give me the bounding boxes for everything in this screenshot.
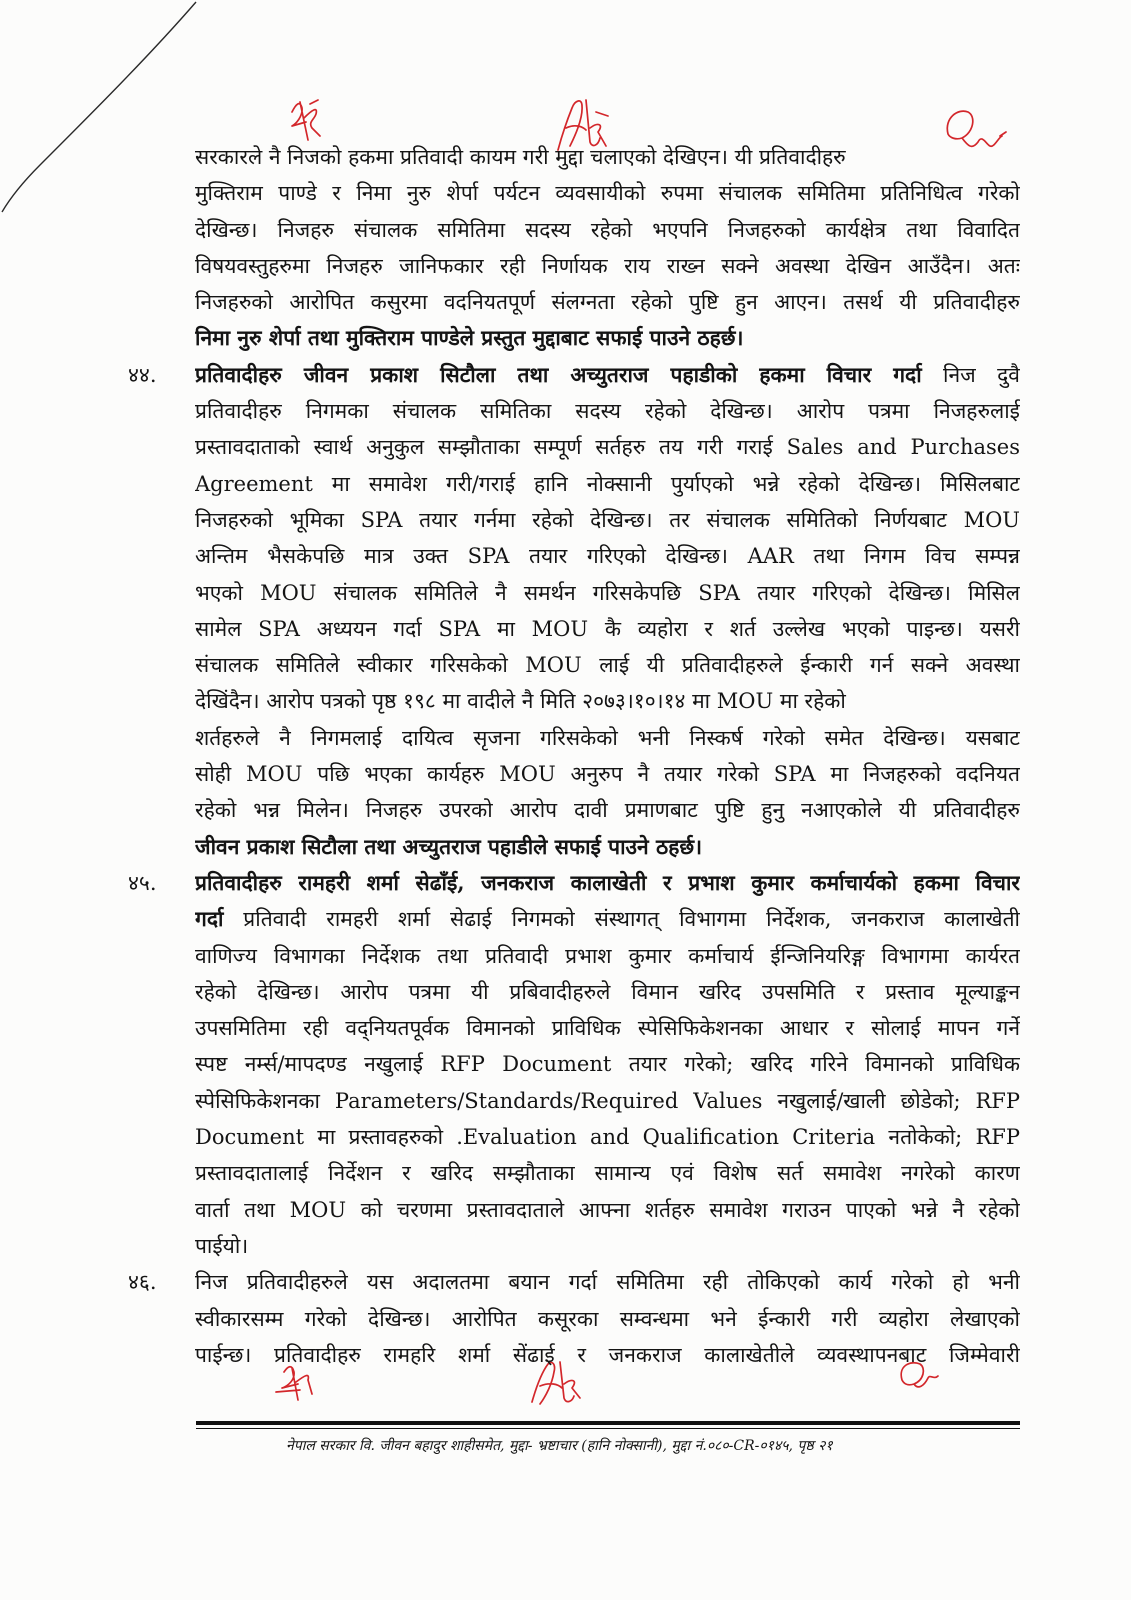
text-line bbox=[195, 792, 1020, 828]
text-segment: वाणिज्य विभागका निर्देशक तथा प्रतिवादी प्रभाश कुमार कर्माचार्य ईन्जिनियरिङ्ग विभागमा कार्यरत bbox=[195, 943, 1020, 968]
text-segment: उपसमितिमा रही वद्नियतपूर्वक विमानको प्राविधिक स्पेसिफिकेशनका आधार र सोलाई मापन गर्ने bbox=[195, 1016, 1020, 1041]
text-line bbox=[195, 829, 1020, 865]
text-segment: अन्तिम भैसकेपछि मात्र उक्त SPA तयार गरिएको देखिन्छ। AAR तथा निगम विच सम्पन्न bbox=[195, 544, 1020, 569]
footer-rule-thick bbox=[196, 1421, 1020, 1425]
text-line bbox=[195, 683, 1020, 719]
text-segment: देखिंदैन। आरोप पत्रको पृष्ठ १९८ मा वादीले नै मिति २०७३।१०।१४ मा MOU मा रहेको bbox=[195, 689, 846, 714]
text-segment: निज दुवै bbox=[921, 362, 1020, 387]
paragraph bbox=[128, 865, 1020, 1264]
paragraph-number: ४५. bbox=[128, 870, 157, 895]
text-segment: प्रतिवादी रामहरी शर्मा सेढाई निगमको संस्थागत् विभागमा निर्देशक, जनकराज कालाखेती bbox=[223, 907, 1020, 932]
text-segment: सरकारले नै निजको हकमा प्रतिवादी कायम गरी मुद्दा चलाएको देखिएन। यी प्रतिवादीहरु bbox=[195, 145, 846, 169]
page-footer: नेपाल सरकार वि. जीवन बहादुर शाहीसमेत, मुद्दा- भ्रष्टाचार (हानि नोक्सानी), मुद्दा नं.०८०-CR-०१४५, पृष्ठ २१ bbox=[286, 1438, 833, 1454]
text-line bbox=[195, 248, 1020, 284]
text-line bbox=[195, 1155, 1020, 1191]
text-segment: निजहरुको आरोपित कसुरमा वदनियतपूर्ण संलग्नता रहेको पुष्टि हुन आएन। तसर्थ यी प्रतिवादीहरु bbox=[195, 290, 1020, 315]
text-line bbox=[195, 1264, 1020, 1300]
text-segment: मुक्तिराम पाण्डे र निमा नुरु शेर्पा पर्यटन व्यवसायीको रुपमा संचालक समितिमा प्रतिनिधित्व गरेको bbox=[195, 181, 1020, 206]
text-line bbox=[195, 611, 1020, 647]
text-segment: स्वीकारसम्म गरेको देखिन्छ। आरोपित कसूरका सम्वन्धमा भने ईन्कारी गरी व्यहोरा लेखाएको bbox=[195, 1306, 1020, 1331]
text-segment: वार्ता तथा MOU को चरणमा प्रस्तावदाताले आफ्ना शर्तहरु समावेश गराउन पाएको भन्ने नै रहेको bbox=[195, 1197, 1020, 1222]
text-line bbox=[195, 720, 1020, 756]
text-line bbox=[195, 901, 1020, 937]
text-line bbox=[195, 1083, 1020, 1119]
text-segment: सोही MOU पछि भएका कार्यहरु MOU अनुरुप नै तयार गरेको SPA मा निजहरुको वदनियत bbox=[195, 762, 1020, 787]
paragraph-number: ४४. bbox=[128, 362, 157, 387]
paragraph-text bbox=[195, 1264, 1020, 1373]
text-line bbox=[195, 647, 1020, 683]
bold-text-segment: प्रतिवादीहरु रामहरी शर्मा सेढाँई, जनकराज कालाखेती र प्रभाश कुमार कर्माचार्यको हकमा विचार bbox=[195, 869, 1020, 895]
paragraph bbox=[128, 139, 1020, 357]
text-line bbox=[195, 429, 1020, 465]
text-segment: Document मा प्रस्तावहरुको .Evaluation and Qualification Criteria नतोकेको; RFP bbox=[195, 1125, 1020, 1150]
text-line bbox=[195, 320, 1020, 356]
text-segment: पाईयो। bbox=[195, 1233, 249, 1258]
text-segment: पाईन्छ। प्रतिवादीहरु रामहरि शर्मा सेंढाई र जनकराज कालाखेतीले व्यवस्थापनबाट जिम्मेवारी bbox=[195, 1342, 1020, 1367]
text-line bbox=[195, 466, 1020, 502]
text-segment: स्पेसिफिकेशनका Parameters/Standards/Required Values नखुलाई/खाली छोडेको; RFP bbox=[195, 1088, 1020, 1113]
bold-text-segment: निमा नुरु शेर्पा तथा मुक्तिराम पाण्डेले प्रस्तुत मुद्दाबाट सफाई पाउने ठहर्छ। bbox=[195, 325, 744, 351]
text-segment: निज प्रतिवादीहरुले यस अदालतमा बयान गर्दा समितिमा रही तोकिएको कार्य गरेको हो भनी bbox=[195, 1270, 1020, 1295]
paragraph-number bbox=[128, 139, 195, 175]
text-segment: विषयवस्तुहरुमा निजहरु जानिफकार रही निर्णायक राय राख्न सक्ने अवस्था देखिन आउँदैन। अतः bbox=[195, 253, 1020, 278]
paragraph bbox=[128, 357, 1020, 865]
paragraph-number: ४६. bbox=[128, 1270, 157, 1295]
paragraph-text bbox=[195, 357, 1020, 865]
text-line bbox=[195, 938, 1020, 974]
text-line bbox=[195, 212, 1020, 248]
text-segment: स्पष्ट नर्म्स/मापदण्ड नखुलाई RFP Document तयार गरेको; खरिद गरिने विमानको प्राविधिक bbox=[195, 1052, 1020, 1077]
text-line bbox=[195, 1119, 1020, 1155]
text-line bbox=[195, 393, 1020, 429]
text-segment: Agreement मा समावेश गरी/गराई हानि नोक्सानी पुर्याएको भन्ने रहेको देखिन्छ। मिसिलबाट bbox=[195, 471, 1020, 496]
text-line bbox=[195, 865, 1020, 901]
text-line bbox=[195, 756, 1020, 792]
text-line bbox=[195, 1046, 1020, 1082]
text-segment: रहेको भन्न मिलेन। निजहरु उपरको आरोप दावी प्रमाणबाट पुष्टि हुनु नआएकोले यी प्रतिवादीहरु bbox=[195, 798, 1020, 823]
text-line bbox=[195, 284, 1020, 320]
text-line bbox=[195, 175, 1020, 211]
paragraph-text bbox=[195, 865, 1020, 1264]
bold-text-segment: प्रतिवादीहरु जीवन प्रकाश सिटौला तथा अच्युतराज पहाडीको हकमा विचार गर्दा bbox=[195, 361, 922, 387]
text-segment: भएको MOU संचालक समितिले नै समर्थन गरिसकेपछि SPA तयार गरिएको देखिन्छ। मिसिल bbox=[195, 580, 1020, 605]
text-line bbox=[195, 139, 1020, 175]
text-line bbox=[195, 538, 1020, 574]
document-body bbox=[128, 139, 1020, 1373]
text-segment: निजहरुको भूमिका SPA तयार गर्नमा रहेको देखिन्छ। तर संचालक समितिको निर्णयबाट MOU bbox=[195, 507, 1020, 532]
footer-rule-thin bbox=[196, 1428, 1020, 1429]
text-segment: संचालक समितिले स्वीकार गरिसकेको MOU लाई यी प्रतिवादीहरुले ईन्कारी गर्न सक्ने अवस्था bbox=[195, 653, 1020, 678]
text-segment: सामेल SPA अध्ययन गर्दा SPA मा MOU कै व्यहोरा र शर्त उल्लेख भएको पाइन्छ। यसरी bbox=[195, 616, 1020, 641]
text-segment: प्रस्तावदातालाई निर्देशन र खरिद सम्झौताका सामान्य एवं विशेष सर्त समावेश नगरेको कारण bbox=[195, 1161, 1020, 1186]
text-segment: शर्तहरुले नै निगमलाई दायित्व सृजना गरिसकेको भनी निस्कर्ष गरेको समेत देखिन्छ। यसबाट bbox=[195, 725, 1020, 750]
text-line bbox=[195, 502, 1020, 538]
text-line bbox=[195, 1337, 1020, 1373]
paragraph bbox=[128, 1264, 1020, 1373]
text-line bbox=[195, 974, 1020, 1010]
text-segment: देखिन्छ। निजहरु संचालक समितिमा सदस्य रहेको भएपनि निजहरुको कार्यक्षेत्र तथा विवादित bbox=[195, 217, 1020, 242]
paragraph-text bbox=[195, 139, 1020, 357]
text-line bbox=[195, 357, 1020, 393]
bold-text-segment: जीवन प्रकाश सिटौला तथा अच्युतराज पहाडीले सफाई पाउने ठहर्छ। bbox=[195, 833, 703, 859]
text-segment: प्रतिवादीहरु निगमका संचालक समितिका सदस्य रहेको देखिन्छ। आरोप पत्रमा निजहरुलाई bbox=[195, 399, 1020, 424]
text-line bbox=[195, 1228, 1020, 1264]
text-line bbox=[195, 575, 1020, 611]
text-segment: रहेको देखिन्छ। आरोप पत्रमा यी प्रबिवादीहरुले विमान खरिद उपसमिति र प्रस्ताव मूल्याङ्कन bbox=[195, 979, 1020, 1004]
bold-text-segment: गर्दा bbox=[195, 906, 224, 932]
text-line bbox=[195, 1301, 1020, 1337]
text-line bbox=[195, 1192, 1020, 1228]
text-line bbox=[195, 1010, 1020, 1046]
signature-initials-top-left bbox=[292, 100, 320, 140]
text-segment: प्रस्तावदाताको स्वार्थ अनुकुल सम्झौताका सम्पूर्ण सर्तहरु तय गरी गराई Sales and Purchases bbox=[195, 435, 1020, 460]
